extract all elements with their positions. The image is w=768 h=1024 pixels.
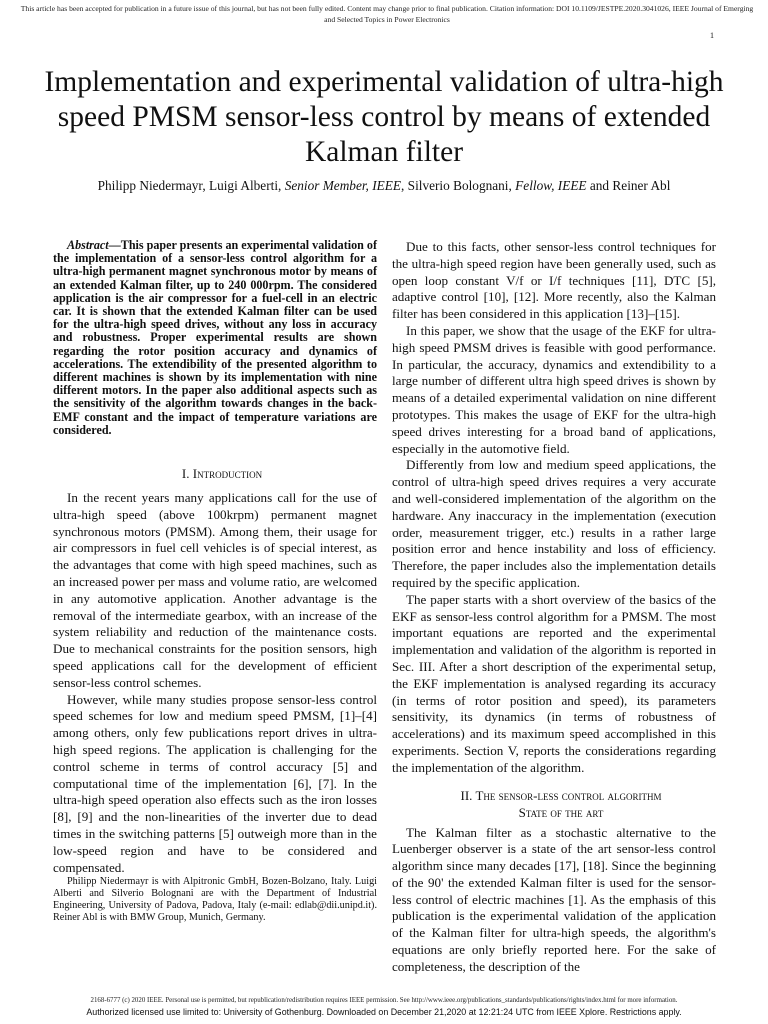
author-name: Reiner Abl	[612, 178, 671, 193]
author-role: Senior Member, IEEE	[284, 178, 402, 193]
right-column	[392, 239, 716, 976]
author-name: Silverio Bolognani	[407, 178, 509, 193]
paper-title: Implementation and experimental validation of ultra-high speed PMSM sensor-less control by means of extended Kalman filter	[44, 66, 724, 168]
author-line: Philipp Niedermayr, Luigi Alberti, Senior Member, IEEE, Silverio Bolognani, Fellow, IEEE and Reiner Abl	[97, 178, 671, 193]
body-paragraph: Differently from low and medium speed applications, the control of ultra-high speed drives requires a very accurate and well-considered implementation of the algorithm on the hardware. Any inaccuracy in the implementation (execution order, measurement trigger, etc.) results in a rather large position error and hence instability and loss of efficiency. Therefore, the paper includes also the implementation details required by the specific application.	[392, 457, 716, 590]
license-notice: Authorized licensed use limited to: University of Gothenburg. Downloaded on December 21,2020 at 12:21:24 UTC from IEEE Xplore. Restrictions apply.	[86, 1007, 682, 1017]
body-paragraph: However, while many studies propose sensor-less control speed schemes for low and medium speed PMSM, [1]–[4] among others, only few publications report drives in ultra-high speed regions. The application is challenging for the control scheme in terms of control accuracy [5] and computational time of the implementation [6], [7]. In the ultra-high speed operation also effects such as the iron losses [8], [9] and the non-linearities of the inverter due to dead times in the switching patterns [5] outweigh more than in the low-speed region and have to be considered and compensated.	[53, 691, 377, 875]
abstract-text: —This paper presents an experimental validation of the implementation of a sensor-less control algorithm for a ultra-high permanent magnet synchronous motor by means of an extended Kalman filter, up to 240 000rpm. The considered application is the air compressor for a fuel-cell in an electric car. It is shown that the extended Kalman filter can be used for the ultra-high speed drives, without any loss in accuracy and robustness. Proper experimental results are shown regarding the rotor position accuracy and dynamics of accelerations. The extendibility of the presented algorithm to different machines is shown by its implementation with nine different motors. In the paper also additional aspects such as the sensitivity of the algorithm towards changes in the back-EMF constant and the impact of temperature variations are considered.	[53, 238, 377, 437]
body-paragraph: The paper starts with a short overview of the basics of the EKF as sensor-less control algorithm for a PMSM. The most important equations are reported and the experimental implementation and validation of the algorithm is reported in Sec. III. After a short description of the experimental setup, the EKF implementation is analysed regarding its accuracy (in terms of rotor position and speed), its parameters sensitivity, its dynamics (in terms of robustness of accelerations) and its maximum speed accomplished in this experiments. Section V, reports the considerations regarding the implementation of the algorithm.	[392, 591, 716, 775]
section-subheading-state-of-art: State of the art	[518, 804, 604, 820]
page-number: 1	[710, 31, 714, 40]
author-affiliation-footnote: Philipp Niedermayr is with Alpitronic GmbH, Bozen-Bolzano, Italy. Luigi Alberti and Silverio Bolognani are with the Department of Industrial Engineering, University of Padova, Padova, Italy (e-mail: edlab@dii.unipd.it). Reiner Abl is with BMW Group, Munich, Germany.	[53, 876, 377, 923]
left-column	[53, 239, 377, 924]
author-role: Fellow, IEEE	[515, 178, 587, 193]
body-paragraph: In the recent years many applications call for the use of ultra-high speed (above 100krpm) permanent magnet synchronous motors (PMSM). Among them, their usage for air compressors in fuel cell vehicles is of special interest, as the advantages that come with high speed machines, such as an increased power per mass and volume ratio, are welcomed in any automotive application. Another advantage is the removal of the intermediate gearbox, with an increase of the system reliability and reduction of the maintenance costs. Due to mechanical constraints for the position sensors, high speed applications call for the development of efficient sensor-less control schemes.	[53, 490, 377, 690]
body-paragraph: In this paper, we show that the usage of the EKF for ultra-high speed PMSM drives is feasible with good performance. In particular, the accuracy, dynamics and extendibility to a large number of different ultra high speed drives is shown by means of a detailed experimental validation on nine different prototypes. This makes the usage of EKF for the ultra-high speed drives interesting for a broad band of applications, especially in the automotive field.	[392, 322, 716, 456]
author-name: Luigi Alberti	[208, 178, 279, 193]
body-paragraph: Due to this facts, other sensor-less control techniques for the ultra-high speed region have been generally used, such as open loop constant V/f or I/f techniques [11], DTC [5], adaptive control [10], [12]. More recently, also the Kalman filter has been considered in this application [13]–[15].	[392, 239, 716, 322]
journal-header-notice: This article has been accepted for publication in a future issue of this journal, but has not been fully edited. Content may change prior to final publication. Citation information: DOI 10.1109/JESTPE.2020.3041026, IEEE Journal of Emerging and Selected Topics in Power Electronics	[20, 4, 754, 24]
copyright-notice: 2168-6777 (c) 2020 IEEE. Personal use is permitted, but republication/redistribution requires IEEE permission. See http://www.ieee.org/publications_standards/publications/rights/index.html for more information.	[90, 997, 678, 1004]
section-heading-introduction: I. Introduction	[181, 466, 263, 482]
author-name: Philipp Niedermayr	[97, 178, 203, 193]
abstract-label: Abstract	[67, 238, 109, 252]
body-paragraph: The Kalman filter as a stochastic alternative to the Luenberger observer is a state of the art sensor-less control algorithm since many decades [17], [18]. Since the beginning of the 90' the extended Kalman filter is used for the sensor-less control of electric machines [1]. As the emphasis of this publication is the experimental validation of the application of the Kalman filter for ultra-high speeds, the algorithm's equations are only briefly reported here. For the sake of completeness, the description of the	[392, 824, 716, 974]
abstract	[53, 239, 377, 437]
section-heading-algorithm: II. The sensor-less control algorithm	[460, 787, 662, 803]
